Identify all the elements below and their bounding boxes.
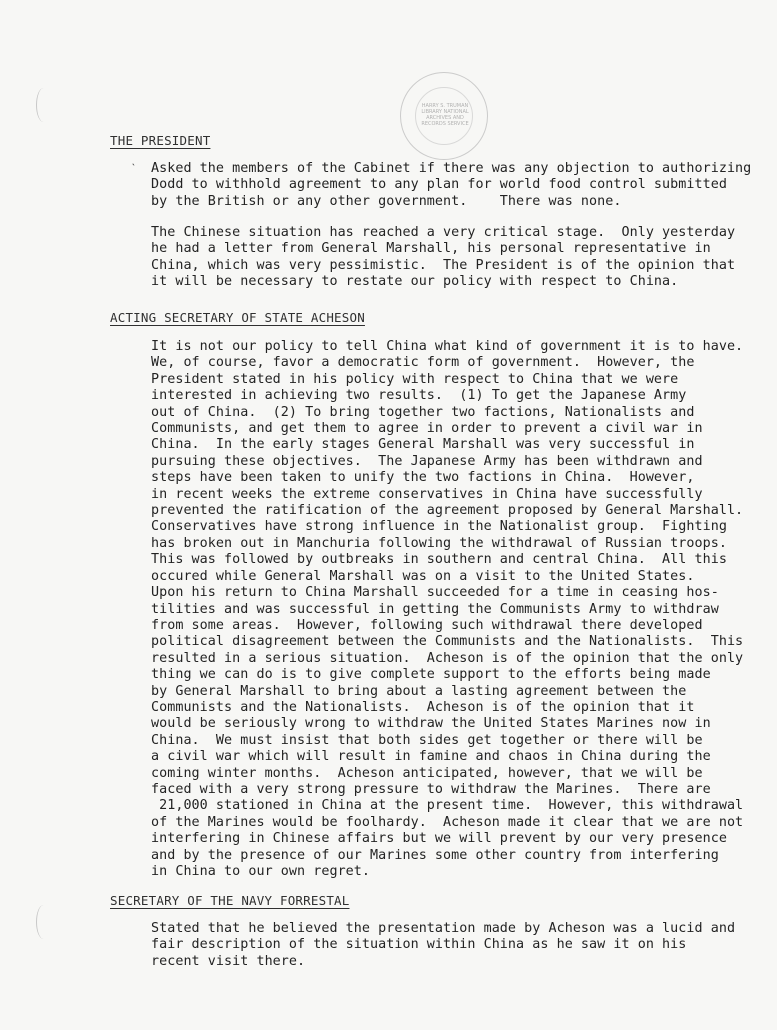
paragraph-acheson-statement: It is not our policy to tell China what kind of government it is to have. We, of course, favor a democratic form of government. However, the President stated in his policy with respect to China that we were interested in achieving two results. (1) To get the Japanese Army out of China. (2) To bring together two factions, Nationalists and Communists, and get them to agree in order to prevent a civil war in China. In the early stages General Marshall was very successful in pursuing these objectives. The Japanese Army has been withdrawn and steps have been taken to unify the two factions in China. However, in recent weeks the extreme conservatives in China have successfully prevented the ratification of the agreement proposed by General Marshall. Conservatives have strong influence in the Nationalist group. Fighting has broken out in Manchuria following the withdrawal of Russian troops. This was followed by outbreaks in southern and central China. All this occured while General Marshall was on a visit to the United States. Upon his return to China Marshall succeeded for a time in ceasing hos- tilities and was successful in getting the Communists Army to withdraw from some areas. However, following such withdrawal there developed political disagreement between the Communists and the Nationalists. This resulted in a serious situation. Acheson is of the opinion that the only thing we can do is to give complete support to the efforts being made by General Marshall to bring about a lasting agreement between the Communists and the Nationalists. Acheson is of the opinion that it would be seriously wrong to withdraw the United States Marines now in China. We must insist that both sides get together or there will be a civil war which will result in famine and chaos in China during the coming winter months. Acheson anticipated, however, that we will be faced with a very strong pressure to withdraw the Marines. There are 21,000 stationed in China at the present time. However, this withdrawal of the Marines would be foolhardy. Acheson made it clear that we are not interfering in Chinese affairs but we will prevent by our very presence and by the presence of our Marines some other country from interfering in China to our own regret. xyxy=(151,339,744,879)
stray-mark: ˋ xyxy=(130,162,138,177)
section-heading-forrestal: SECRETARY OF THE NAVY FORRESTAL xyxy=(110,893,350,908)
paragraph-food-control: Asked the members of the Cabinet if there was any objection to authorizing Dodd to withhold agreement to any plan for world food control submitted by the British or any other government. There was none. xyxy=(151,161,752,209)
punch-hole-mark xyxy=(36,905,51,939)
stamp-text: HARRY S. TRUMAN LIBRARY NATIONAL ARCHIVES AND RECORDS SERVICE xyxy=(421,103,469,127)
section-heading-acheson: ACTING SECRETARY OF STATE ACHESON xyxy=(110,310,365,325)
punch-hole-mark xyxy=(36,88,51,122)
archive-stamp xyxy=(400,72,488,160)
paragraph-china-situation: The Chinese situation has reached a very critical stage. Only yesterday he had a letter from General Marshall, his personal representative in China, which was very pessimistic. The President is of the opinion that it will be necessary to restate our policy with respect to China. xyxy=(151,225,736,290)
paragraph-forrestal-statement: Stated that he believed the presentation made by Acheson was a lucid and fair description of the situation within China as he saw it on his recent visit there. xyxy=(151,921,736,969)
section-heading-president: THE PRESIDENT xyxy=(110,133,211,148)
